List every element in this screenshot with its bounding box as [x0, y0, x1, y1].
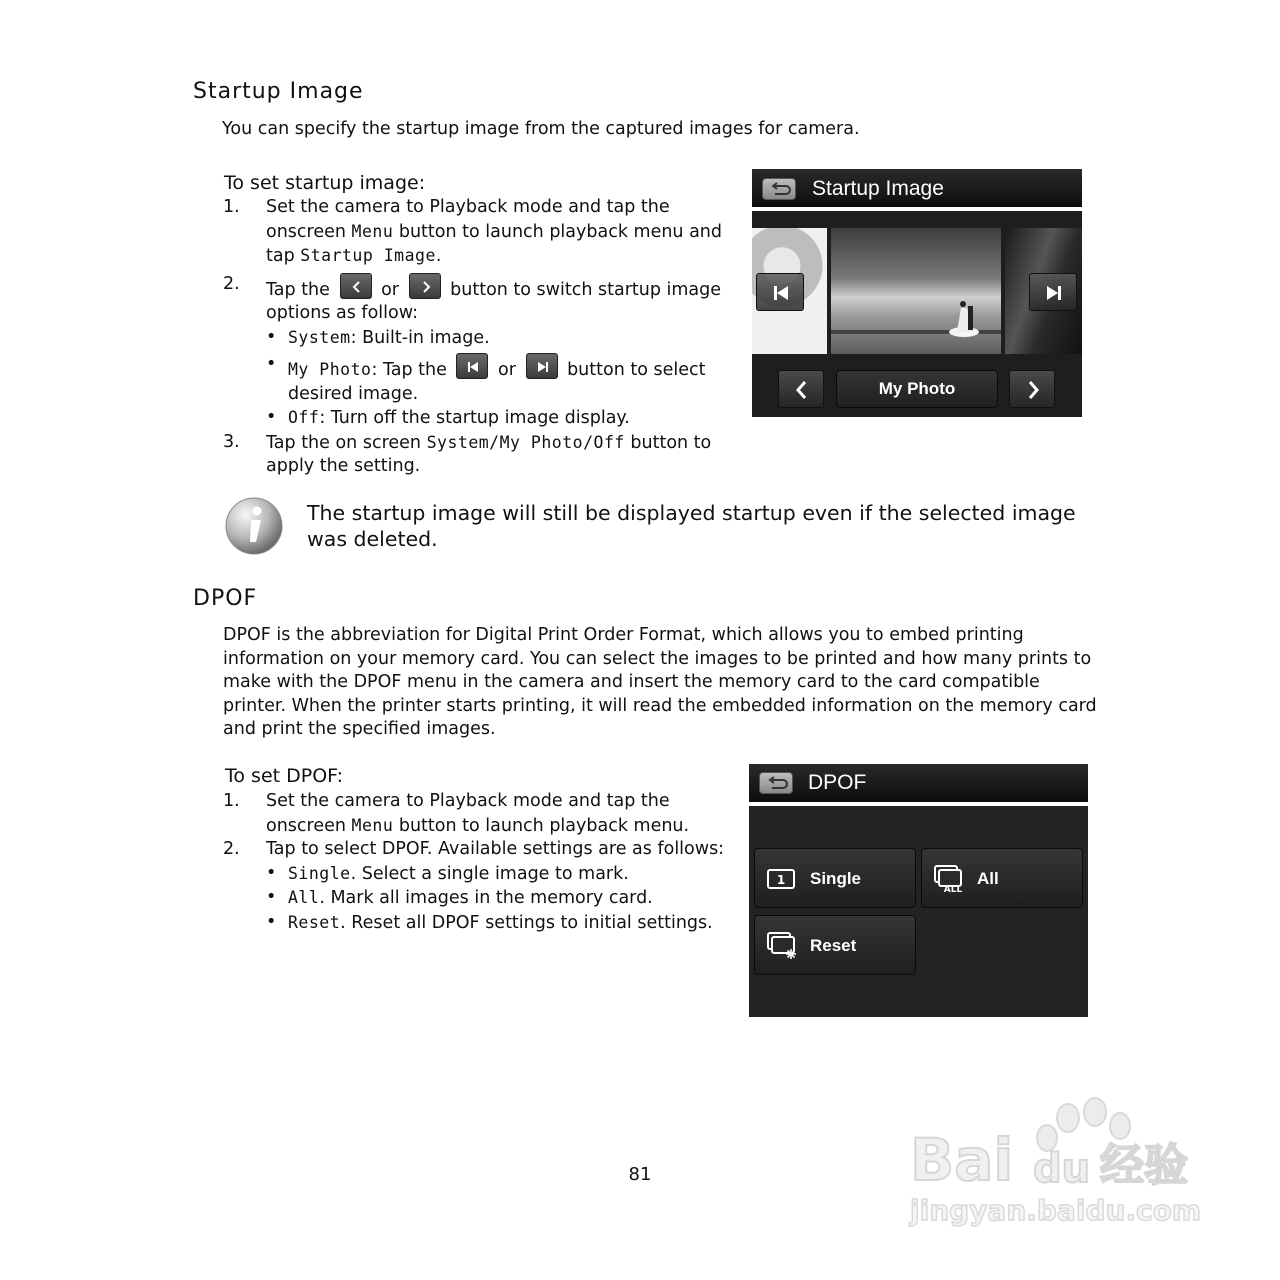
dpof-screen — [749, 764, 1088, 1017]
back-icon[interactable] — [762, 178, 796, 200]
dpof-single-button[interactable] — [754, 848, 916, 908]
dpof-options-list — [235, 862, 743, 936]
chevron-left-icon — [340, 273, 372, 299]
startup-options-list — [235, 326, 743, 431]
divider — [752, 207, 1082, 211]
screen-title-bar — [749, 764, 1088, 802]
list-item: • System: Built-in image. — [266, 326, 743, 351]
next-option-button[interactable] — [1009, 370, 1055, 408]
info-note: The startup image will still be displayed startup even if the selected image was deleted. — [307, 501, 1076, 551]
page-number: 81 — [628, 1164, 652, 1185]
all-images-icon — [934, 865, 968, 893]
info-icon — [224, 496, 284, 556]
prev-image-icon — [456, 353, 488, 379]
startup-step-2: 2. Tap the or button to switch startup image options as follow: — [223, 273, 722, 323]
dpof-step-2: 2. Tap to select DPOF. Available settings are as follows: — [223, 839, 725, 859]
image-thumbnail-center — [831, 228, 1001, 354]
dpof-all-button[interactable] — [921, 848, 1083, 908]
startup-intro: You can specify the startup image from the captured images for camera. — [222, 119, 860, 139]
startup-steps — [223, 196, 743, 479]
screen-title-bar — [752, 169, 1082, 207]
next-image-icon — [526, 353, 558, 379]
chevron-right-icon — [409, 273, 441, 299]
svg-text:经验: 经验 — [1100, 1140, 1188, 1191]
back-icon[interactable] — [759, 772, 793, 794]
startup-image-screen — [752, 169, 1082, 417]
svg-text:ALL: ALL — [943, 885, 963, 893]
dpof-intro: DPOF is the abbreviation for Digital Print Order Format, which allows you to embed printing information on your memory card. You can select the images to be printed and how many prints to make with the DPOF menu in the camera and insert the memory card to the card compatible printer. When the printer starts printing, it will read the embedded information on the memory card and print the specified images. — [223, 625, 1097, 739]
prev-image-button[interactable] — [756, 273, 804, 311]
dpof-reset-label: Reset — [810, 936, 857, 955]
svg-text:jingyan.baidu.com: jingyan.baidu.com — [910, 1194, 1202, 1227]
list-item: • Off: Turn off the startup image display. — [266, 406, 743, 431]
startup-option-selected[interactable]: My Photo — [836, 370, 998, 408]
section-heading-startup-image: Startup Image — [193, 79, 364, 104]
screen-title: Startup Image — [812, 177, 944, 200]
svg-text:Bai: Bai — [910, 1126, 1014, 1194]
next-image-button[interactable] — [1029, 273, 1077, 311]
screen-title: DPOF — [808, 771, 867, 794]
dpof-steps — [223, 790, 743, 935]
section-heading-dpof: DPOF — [193, 586, 258, 611]
dpof-reset-button[interactable] — [754, 915, 916, 975]
previous-option-button[interactable] — [778, 370, 824, 408]
dpof-all-label: All — [977, 869, 999, 888]
list-item: • Reset. Reset all DPOF settings to initial settings. — [266, 911, 743, 936]
svg-text:1: 1 — [776, 873, 786, 887]
svg-text:du: du — [1033, 1146, 1091, 1192]
dpof-step-1: 1. Set the camera to Playback mode and tap the onscreen Menu button to launch playback menu. — [223, 791, 690, 836]
startup-step-3: 3. Tap the on screen System/My Photo/Off button to apply the setting. — [223, 431, 712, 476]
dpof-single-label: Single — [810, 869, 862, 888]
startup-subheading: To set startup image: — [224, 172, 426, 194]
baidu-watermark-logo — [905, 1090, 1205, 1230]
list-item: • My Photo: Tap the or button to select desired image. — [266, 353, 743, 406]
reset-icon — [767, 932, 801, 960]
startup-step-1: 1. Set the camera to Playback mode and tap the onscreen Menu button to launch playback menu and tap Startup Image. — [223, 197, 723, 266]
single-image-icon — [767, 869, 795, 889]
dpof-subheading: To set DPOF: — [225, 765, 344, 787]
list-item: • Single. Select a single image to mark. — [266, 862, 743, 887]
divider — [749, 802, 1088, 806]
list-item: • All. Mark all images in the memory card. — [266, 886, 743, 911]
